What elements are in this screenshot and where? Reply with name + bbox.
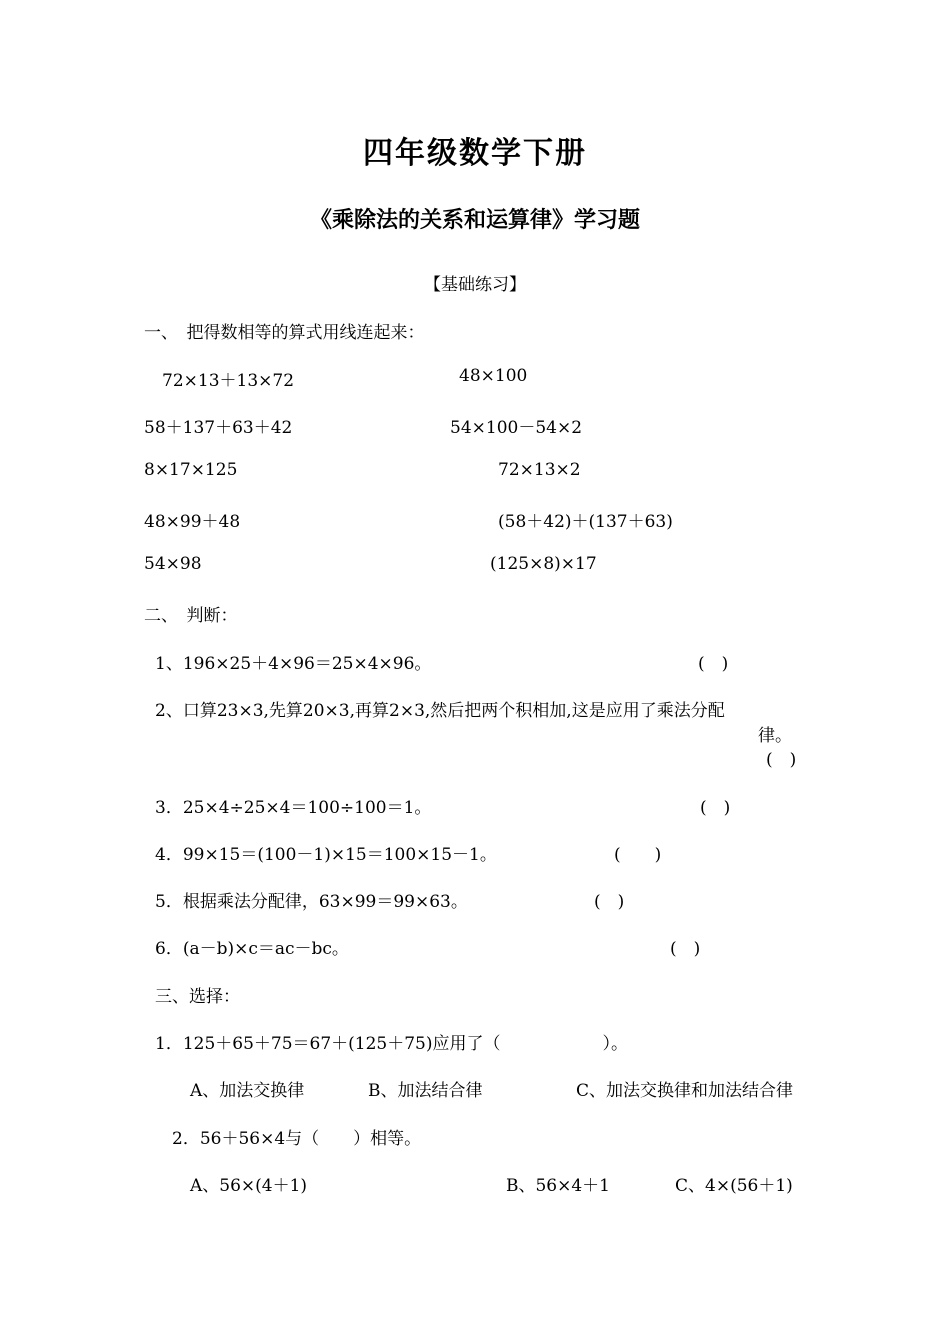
match-right-1: 48×100 — [459, 366, 528, 386]
judge-item-2: 2、口算23×3,先算20×3,再算2×3,然后把两个积相加,这是应用了乘法分配 — [155, 701, 725, 721]
judge-item-6: 6．(a－b)×c＝ac－bc。 — [155, 939, 349, 959]
choice-1-option-b[interactable]: B、加法结合律 — [368, 1081, 483, 1101]
choice-question-1: 1．125＋65＋75＝67＋(125＋75)应用了（ ）。 — [155, 1034, 629, 1054]
match-left-3: 8×17×125 — [144, 460, 238, 480]
judge-answer-1[interactable]: ( ) — [698, 654, 729, 674]
match-right-3: 72×13×2 — [498, 460, 581, 480]
choice-1-option-c[interactable]: C、加法交换律和加法结合律 — [576, 1081, 794, 1101]
judge-answer-3[interactable]: ( ) — [700, 798, 731, 818]
choice-2-option-b[interactable]: B、56×4＋1 — [506, 1176, 611, 1196]
part1-heading: 一、 把得数相等的算式用线连起来： — [144, 323, 425, 343]
match-left-5: 54×98 — [144, 554, 202, 574]
judge-item-4: 4．99×15＝(100－1)×15＝100×15－1。 — [155, 845, 497, 865]
section-label: 【基础练习】 — [424, 275, 526, 295]
judge-item-5: 5．根据乘法分配律，63×99＝99×63。 — [155, 892, 468, 912]
choice-question-2: 2．56＋56×4与（ ）相等。 — [172, 1129, 422, 1149]
part2-heading: 二、 判断： — [144, 606, 238, 626]
judge-item-1: 1、196×25＋4×96＝25×4×96。 — [155, 654, 432, 674]
choice-2-option-a[interactable]: A、56×(4＋1) — [190, 1176, 308, 1196]
part3-heading: 三、选择： — [155, 987, 240, 1007]
judge-item-2-cont: 律。 — [758, 726, 792, 746]
judge-answer-5[interactable]: ( ) — [594, 892, 625, 912]
choice-2-option-c[interactable]: C、4×(56＋1) — [675, 1176, 793, 1196]
match-right-5: (125×8)×17 — [490, 554, 597, 574]
page-title: 四年级数学下册 — [363, 136, 587, 171]
judge-answer-6[interactable]: ( ) — [670, 939, 701, 959]
match-right-2: 54×100－54×2 — [450, 418, 583, 438]
match-left-4: 48×99＋48 — [144, 512, 241, 532]
judge-answer-2[interactable]: ( ) — [766, 750, 797, 770]
page-subtitle: 《乘除法的关系和运算律》学习题 — [309, 207, 640, 233]
choice-1-option-a[interactable]: A、加法交换律 — [190, 1081, 305, 1101]
judge-item-3: 3．25×4÷25×4＝100÷100＝1。 — [155, 798, 432, 818]
match-right-4: (58＋42)＋(137＋63) — [498, 512, 673, 532]
match-left-1: 72×13＋13×72 — [162, 371, 295, 391]
judge-answer-4[interactable]: ( ) — [614, 845, 662, 865]
match-left-2: 58＋137＋63＋42 — [144, 418, 293, 438]
